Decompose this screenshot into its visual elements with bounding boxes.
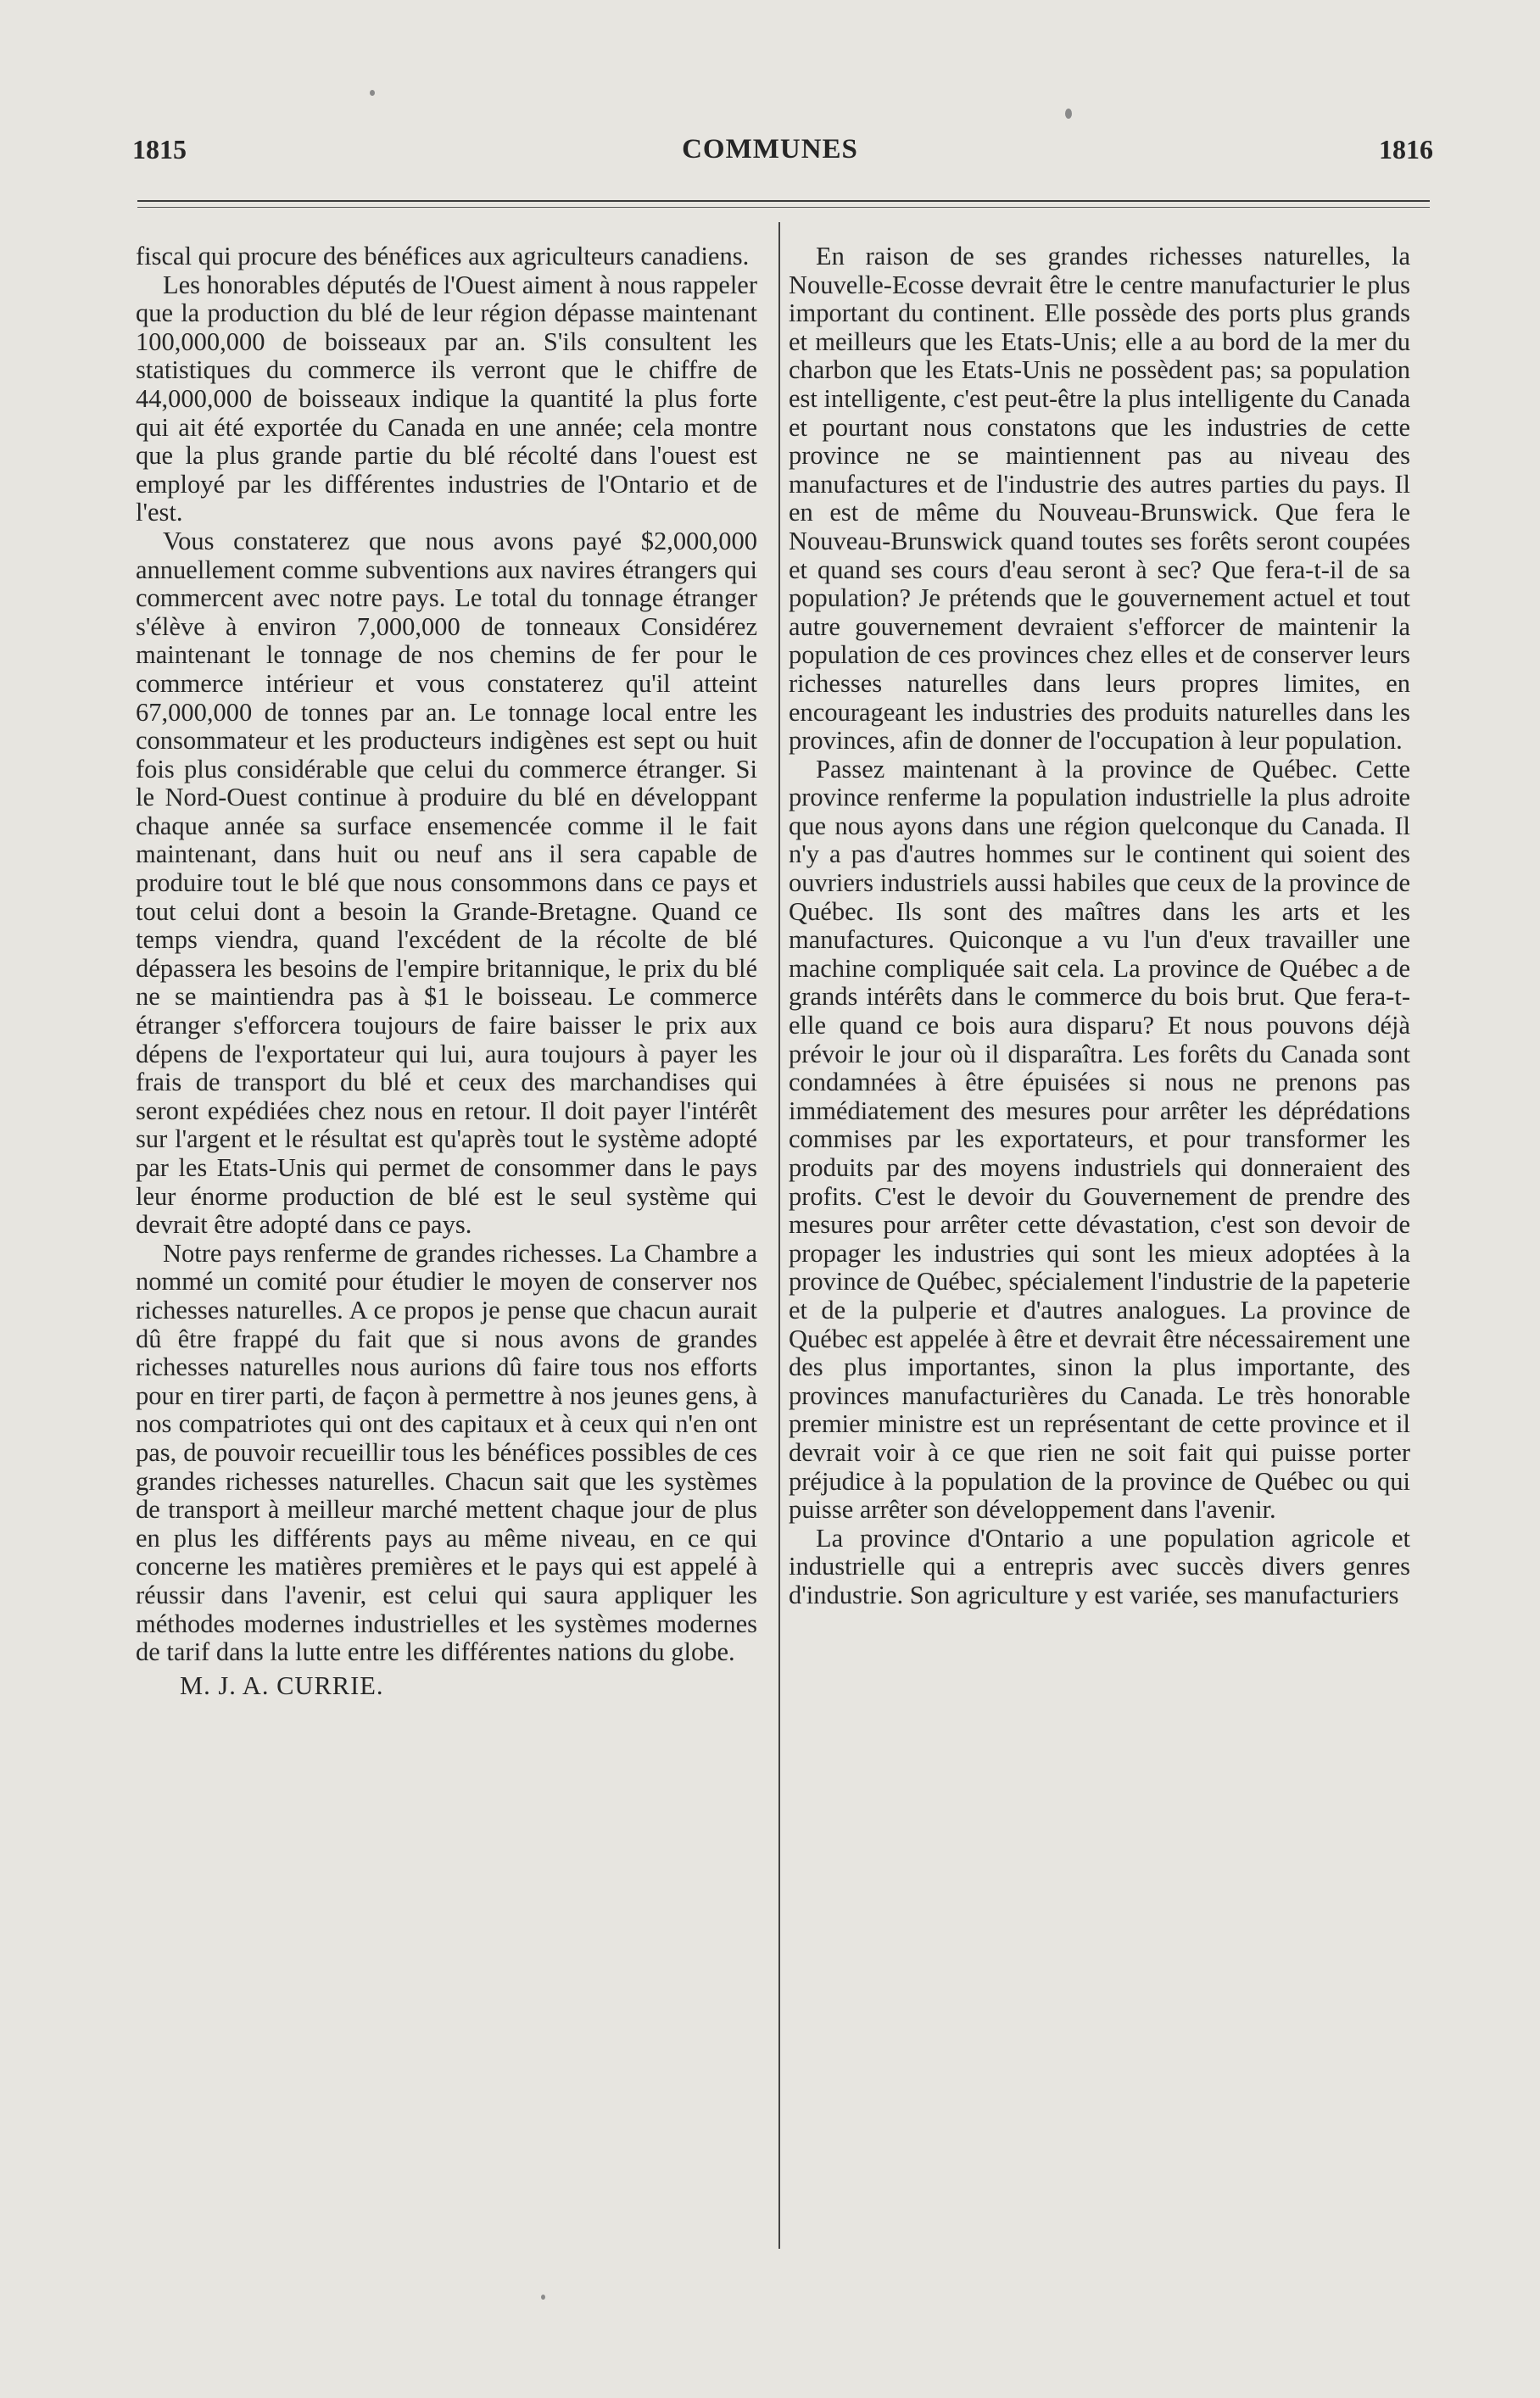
page-number-right: 1816 [1379,134,1433,165]
right-column [789,243,1410,1610]
paragraph: Notre pays renferme de grandes richesses. La Chambre a nommé un comité pour étudier le moyen de conserver nos richesses naturelles. A ce propos je pense que chacun aurait dû être frappé du fait que si nous avons de grandes richesses naturelles nous aurions dû faire tous nos efforts pour en tirer parti, de façon à permettre à nos jeunes gens, à nos compatriotes qui ont des capitaux et à ceux qui n'en ont pas, de pouvoir recueillir tous les bénéfices possibles de ces grandes richesses naturelles. Chacun sait que les systèmes de transport à meilleur marché mettent chaque jour de plus en plus les différents pays au même niveau, en ce qui concerne les matières premières et le pays qui est appelé à réussir dans l'avenir, est celui qui saura appliquer les méthodes modernes industrielles et les systèmes modernes de tarif dans la lutte entre les différentes nations du globe. [136,1238,757,1667]
header-rule [137,200,1430,202]
paragraph: En raison de ses grandes richesses naturelles, la Nouvelle-Ecosse devrait être le centre manufacturier le plus important du continent. Elle possède des ports plus grands et meilleurs que les Etats-Unis; elle a au bord de la mer du charbon que les Etats-Unis ne possèdent pas; sa population est intelligente, c'est peut-être la plus intelligente du Canada et pourtant nous constatons que les industries de cette province ne se maintiennent pas au niveau des manufactures et de l'industrie des autres parties du pays. Il en est de même du Nouveau-Brunswick. Que fera le Nouveau-Brunswick quand toutes ses forêts seront coupées et quand ses cours d'eau seront à sec? Que fera-t-il de sa population? Je prétends que le gouvernement actuel et tout autre gouvernement devraient s'efforcer de maintenir la population de ces provinces chez elles et de conserver leurs richesses naturelles dans leurs propres limites, en encourageant les industries des produits naturelles dans les provinces, afin de donner de l'occupation à leur population. [789,242,1411,756]
paragraph: Vous constaterez que nous avons payé $2,000,000 annuellement comme subventions aux navires étrangers qui commercent avec notre pays. Le total du tonnage étranger s'élève à environ 7,000,000 de tonneaux Considérez maintenant le tonnage de nos chemins de fer pour le commerce intérieur et vous constaterez qu'il atteint 67,000,000 de tonnes par an. Le tonnage local entre les consommateur et les producteurs indigènes est sept ou huit fois plus considérable que celui du commerce étranger. Si le Nord-Ouest continue à produire du blé en développant chaque année sa surface ensemencée comme il le fait maintenant, dans huit ou neuf ans il sera capable de produire tout le blé que nous consommons dans ce pays et tout celui dont a besoin la Grande-Bretagne. Quand ce temps viendra, quand l'excédent de la récolte de blé dépassera les besoins de l'empire britannique, le prix du blé ne se maintiendra pas à $1 le boisseau. Le commerce étranger s'efforcera toujours de faire baisser le prix aux dépens de l'exportateur qui lui, aura toujours à payer les frais de transport du blé et ceux des marchandises qui seront expédiées chez nous en retour. Il doit payer l'intérêt sur l'argent et le résultat est qu'après tout le système adopté par les Etats-Unis qui permet de consommer dans le pays leur énorme production de blé est le seul système qui devrait être adopté dans ce pays. [136,526,757,1240]
running-title: COMMUNES [682,134,858,165]
print-speck [541,2295,545,2300]
column-divider [778,222,780,2249]
speaker-signature: M. J. A. CURRIE. [180,1670,384,1700]
paragraph: Les honorables députés de l'Ouest aiment à nous rappeler que la production du blé de leur région dépasse maintenant 100,000,000 de boisseaux par an. S'ils consultent les statistiques du commerce ils verront que le chiffre de 44,000,000 de boisseaux indique la quantité la plus forte qui ait été exportée du Canada en une année; cela montre que la plus grande partie du blé récolté dans l'ouest est employé par les différentes industries de l'Ontario et de l'est. [136,270,757,527]
print-speck [1065,109,1072,119]
header-rule-thin [137,207,1430,208]
paragraph: La province d'Ontario a une population agricole et industrielle qui a entrepris avec succès divers genres d'industrie. Son agriculture y est variée, ses manufacturiers [789,1523,1410,1609]
page-header [0,134,1540,176]
page-number-left: 1815 [132,134,187,165]
left-column [136,243,757,1700]
paragraph: fiscal qui procure des bénéfices aux agriculteurs canadiens. [136,242,750,270]
paragraph: Passez maintenant à la province de Québec. Cette province renferme la population industrielle la plus adroite que nous ayons dans une région quelconque du Canada. Il n'y a pas d'autres hommes sur le continent qui soient des ouvriers industriels aussi habiles que ceux de la province de Québec. Ils sont des maîtres dans les arts et les manufactures. Quiconque a vu l'un d'eux travailler une machine compliquée sait cela. La province de Québec a de grands intérêts dans le commerce du bois brut. Que fera-t-elle quand ce bois aura disparu? Et nous pouvons déjà prévoir le jour où il disparaîtra. Les forêts du Canada sont condamnées à être épuisées si nous ne prenons pas immédiatement des mesures pour arrêter les déprédations commises par les exportateurs, et pour transformer les produits par des moyens industriels qui donneraient des profits. C'est le devoir du Gouvernement de prendre des mesures pour arrêter cette dévastation, c'est son devoir de propager les industries qui sont les mieux adoptées à la province de Québec, spécialement l'industrie de la papeterie et de la pulperie et d'autres analogues. La province de Québec est appelée à être et devrait être nécessairement une des plus importantes, sinon la plus importante, des provinces manufacturières du Canada. Le très honorable premier ministre est un représentant de cette province et il devrait voir à ce que rien ne soit fait qui puisse porter préjudice à la population de la province de Québec ou qui puisse arrêter son développement dans l'avenir. [789,754,1410,1525]
print-speck [370,90,375,96]
